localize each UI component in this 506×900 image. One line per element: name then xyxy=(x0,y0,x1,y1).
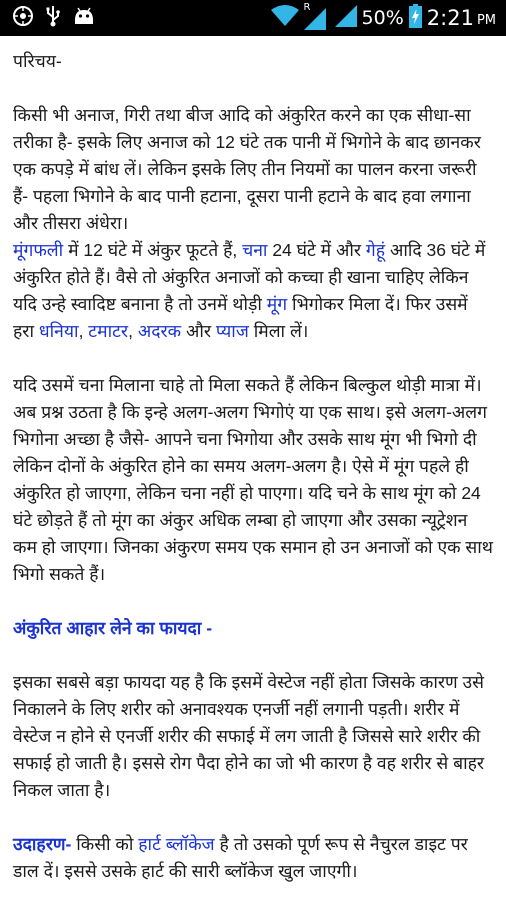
paragraph-3: इसका सबसे बड़ा फायदा यह है कि इसमें वेस्टेज नहीं होता जिसके कारण उसे निकालने के लिए शरीर को अनावश्यक एनर्जी नहीं लगानी पड़ती। शरीर में वेस्टेज न होने से एनर्जी शरीर की सफाई में लग जाती है जिससे सारे शरीर की सफाई हो जाती है। इससे रोग पैदा होने का जो भी कारण है वह शरीर से बाहर निकल जाता है। xyxy=(13,672,485,800)
paragraph-1-text: भिगोकर मिला दें। फिर उसमें हरा xyxy=(13,294,468,341)
link-tamatar[interactable]: टमाटर xyxy=(88,321,129,341)
link-dhaniya[interactable]: धनिया xyxy=(38,321,79,341)
link-heart-blockage[interactable]: हार्ट ब्लॉकेज xyxy=(138,834,215,854)
battery-percent: 50% xyxy=(361,7,404,29)
paragraph-4 xyxy=(13,831,493,885)
paragraph-2: यदि उसमें चना मिलाना चाहे तो मिला सकते हैं लेकिन बिल्कुल थोड़ी मात्रा में। अब प्रश्न उठता है कि इन्हे अलग-अलग भिगोएं या एक साथ। इसे अलग-अलग भिगोना अच्छा है जैसे- आपने चना भिगोया और उसके साथ मूंग भी भिगो दी लेकिन दोनों के अंकुरित होने का समय अलग-अलग है। ऐसे में मूंग पहले ही अंकुरित हो जाएगा, लेकिन चना नहीं हो पाएगा। यदि चने के साथ मूंग को 24 घंटे छोड़ते हैं तो मूंग का अंकुर अधिक लम्बा हो जाएगा और उसका न्यूट्रेशन कम हो जाएगा। जिनका अंकुरण समय एक समान हो उन अनाजों को एक साथ भिगो सकते हैं। xyxy=(13,375,493,584)
paragraph-4-text: है तो उसको पूर्ण रूप से नैचुरल डाइट पर डाल दें। इससे उसके हार्ट की सारी ब्लॉकेज खुल जाएगी। xyxy=(13,834,468,881)
paragraph-1 xyxy=(13,102,493,345)
paragraph-1-text: में 12 घंटे में अंकुर फूटते हैं, xyxy=(63,240,243,260)
link-chana[interactable]: चना xyxy=(242,240,268,260)
example-label: उदाहरण- xyxy=(13,834,72,854)
paragraph-1-text: , xyxy=(128,321,138,341)
paragraph-1-text: और xyxy=(181,321,216,341)
battery-charging-icon xyxy=(409,4,422,32)
paragraph-1-text: किसी भी अनाज, गिरी तथा बीज आदि को अंकुरित करने का एक सीधा-सा तरीका है- इसके लिए अनाज को 12 घंटे तक पानी में भिगोने के बाद छानकर एक कपड़े में बांध लें। लेकिन इसके लिए तीन नियमों का पालन करना जरूरी हैं- पहला भिगोने के बाद पानी हटाना, दूसरा पानी हटाने के बाद हवा लगाना और तीसरा अंधेरा। xyxy=(13,105,481,233)
benefits-heading: अंकुरित आहार लेने का फायदा - xyxy=(13,618,213,638)
link-moong[interactable]: मूंग xyxy=(266,294,288,314)
paragraph-4-text: किसी को xyxy=(71,834,139,854)
paragraph-1-text: 24 घंटे में और xyxy=(267,240,366,260)
clock-time: 2:21 xyxy=(426,6,474,30)
paragraph-1-text: मिला लें। xyxy=(248,321,309,341)
link-moongphali[interactable]: मूंगफली xyxy=(13,240,64,260)
article-content xyxy=(13,48,493,885)
signal-icon-secondary xyxy=(335,5,357,31)
link-gehun[interactable]: गेहूं xyxy=(365,240,386,260)
settings-app-icon xyxy=(12,5,34,31)
intro-title: परिचय- xyxy=(13,51,62,71)
system-status xyxy=(271,0,496,36)
paragraph-1-text: , xyxy=(78,321,89,341)
wifi-icon xyxy=(271,5,299,31)
link-adrak[interactable]: अदरक xyxy=(137,321,182,341)
status-bar xyxy=(0,0,506,36)
paragraph-1-text: आदि 36 घंटे में अंकुरित होते हैं। वैसे तो अंकुरित अनाजों को कच्चा ही खाना चाहिए लेकिन यदि उन्हे स्वादिष्ट बनाना है तो उनमें थोड़ी xyxy=(13,240,486,314)
usb-icon xyxy=(44,5,62,31)
link-pyaj[interactable]: प्याज xyxy=(215,321,249,341)
notification-icons xyxy=(12,7,96,29)
android-icon xyxy=(72,6,96,30)
signal-icon xyxy=(303,2,330,30)
roaming-indicator: R xyxy=(303,2,311,13)
clock-ampm: PM xyxy=(476,12,496,28)
